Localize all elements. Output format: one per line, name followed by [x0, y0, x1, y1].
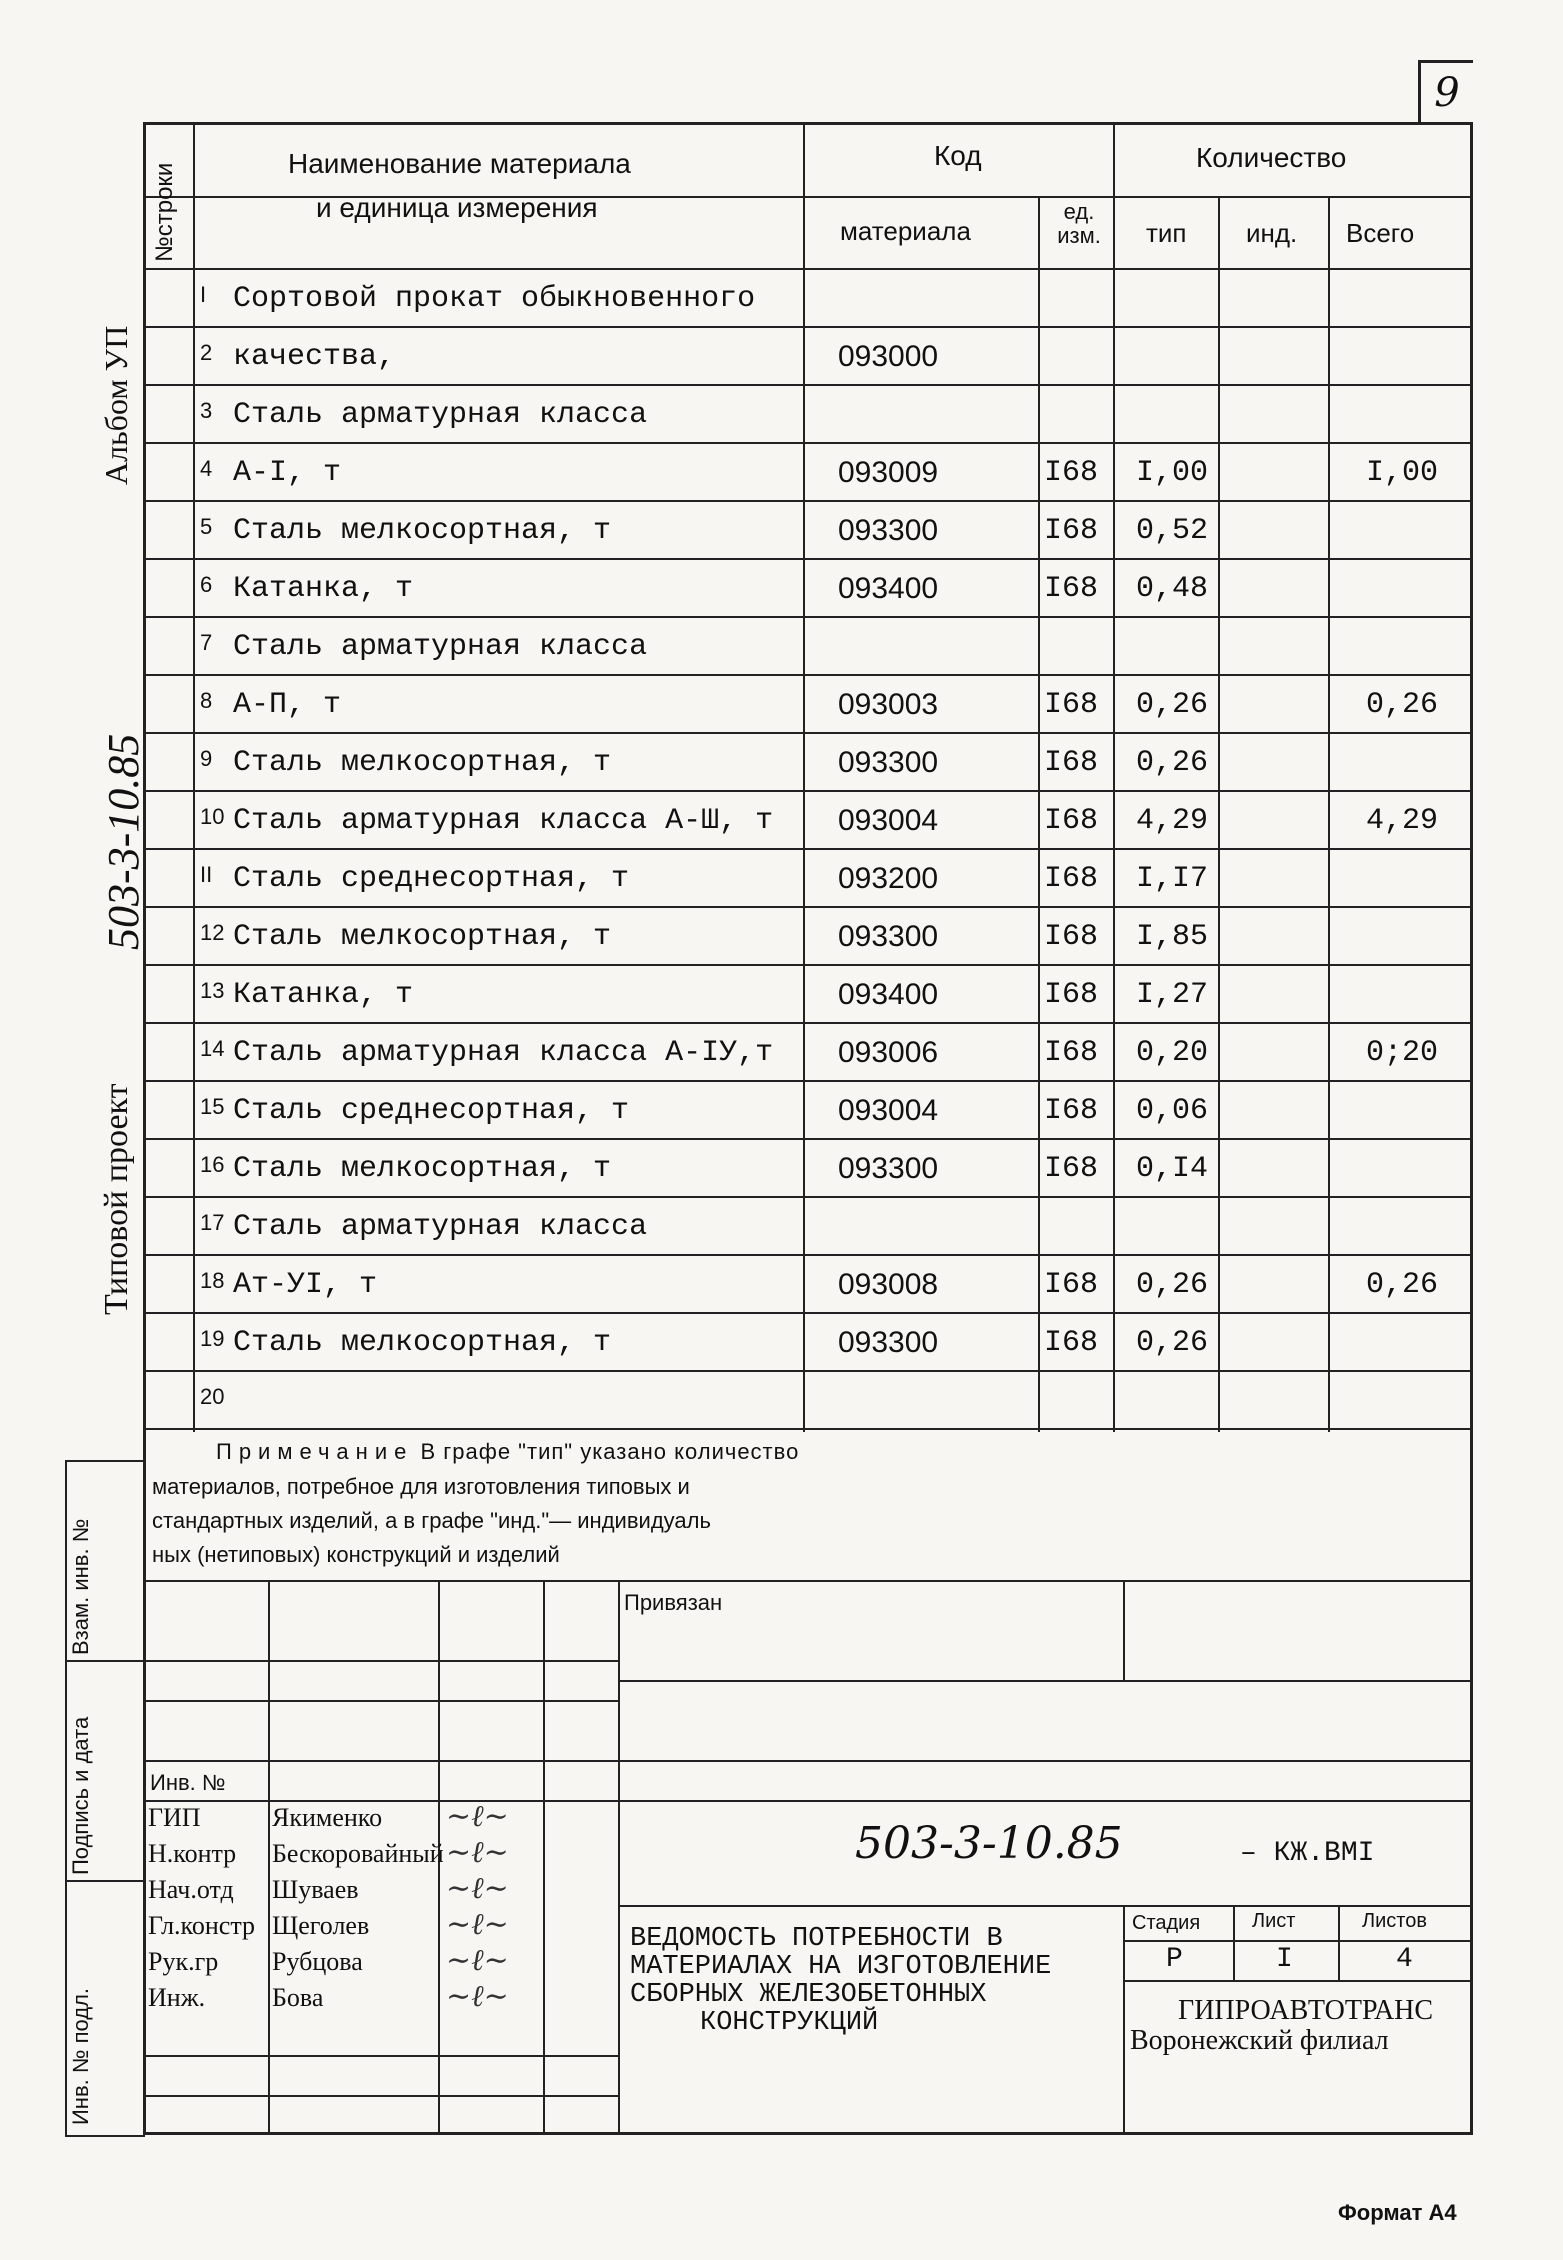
col-line-type: [1218, 196, 1220, 1432]
stamp-person-name: Щеголев: [272, 1911, 370, 1940]
stamp-line-title: [618, 1905, 1473, 1907]
cell-no: 12: [200, 920, 225, 945]
header-row-no: №строки: [151, 162, 178, 262]
col-line-code: [1038, 196, 1040, 1432]
cell-type: 0,06: [1136, 1094, 1209, 1128]
cell-code: 093200: [838, 862, 939, 895]
stamp-top-line: [143, 1580, 1473, 1582]
stamp-org-line1: ГИПРОАВТОТРАНС: [1178, 1995, 1434, 2026]
stamp-col-stage: [1233, 1905, 1235, 1980]
stamp-role: Нач.отд: [148, 1875, 234, 1904]
sheet-number: 9: [1418, 60, 1473, 122]
cell-name: Сталь мелкосортная, т: [233, 1152, 612, 1186]
stamp-person-name: Рубцова: [272, 1947, 363, 1976]
row-separator: [143, 616, 1473, 618]
cell-code: 093000: [838, 340, 939, 373]
col-line-no: [193, 122, 195, 1432]
cell-no: 5: [200, 514, 213, 539]
signature-icon: ∼ℓ∼: [446, 1799, 509, 1834]
cell-unit: I68: [1044, 572, 1099, 606]
row-separator: [143, 1022, 1473, 1024]
stamp-role: Рук.гр: [148, 1947, 219, 1976]
cell-total: 4,29: [1366, 804, 1439, 838]
cell-total: I,00: [1366, 456, 1439, 490]
header-code: Код: [934, 140, 982, 171]
cell-name: А-I, т: [233, 456, 342, 490]
stamp-line-attach: [618, 1680, 1473, 1682]
note-title: Примечание: [216, 1439, 414, 1464]
cell-type: 4,29: [1136, 804, 1209, 838]
cell-name: Сталь среднесортная, т: [233, 862, 630, 896]
typical-project-label: Типовой проект: [98, 1083, 135, 1315]
row-separator: [143, 1370, 1473, 1372]
cell-no: 2: [200, 340, 213, 365]
stamp-line-d: [143, 1800, 1473, 1802]
margin-divider-2: [65, 1880, 145, 1882]
cell-type: I,I7: [1136, 862, 1209, 896]
signature-icon: ∼ℓ∼: [446, 1907, 509, 1942]
note-line2: материалов, потребное для изготовления типовых и: [152, 1474, 690, 1499]
cell-no: II: [200, 862, 213, 887]
cell-name: Сталь мелкосортная, т: [233, 514, 612, 548]
row-separator: [143, 790, 1473, 792]
stamp-title-line2: МАТЕРИАЛАХ НА ИЗГОТОВЛЕНИЕ: [630, 1952, 1052, 1982]
cell-type: 0,26: [1136, 746, 1209, 780]
cell-type: I,85: [1136, 920, 1209, 954]
cell-unit: I68: [1044, 978, 1099, 1012]
cell-total: 0;20: [1366, 1036, 1439, 1070]
stamp-col-role: [268, 1580, 270, 2135]
header-qty-total: Всего: [1346, 218, 1415, 248]
cell-name: Сталь мелкосортная, т: [233, 1326, 612, 1360]
cell-code: 093300: [838, 514, 939, 547]
cell-name: Сталь арматурная класса А-Ш, т: [233, 804, 774, 838]
cell-name: Сталь среднесортная, т: [233, 1094, 630, 1128]
row-separator: [143, 848, 1473, 850]
cell-no: I: [200, 282, 207, 307]
note-line4: ных (нетиповых) конструкций и изделий: [152, 1542, 560, 1567]
stamp-stage-value: Р: [1166, 1944, 1183, 1975]
stamp-org-line2: Воронежский филиал: [1130, 2025, 1389, 2056]
cell-unit: I68: [1044, 804, 1099, 838]
cell-code: 093006: [838, 1036, 939, 1069]
stamp-line-f: [143, 2095, 618, 2097]
cell-no: 15: [200, 1094, 225, 1119]
header-qty-type: тип: [1146, 218, 1187, 248]
cell-no: 6: [200, 572, 213, 597]
cell-code: 093004: [838, 804, 939, 837]
cell-type: 0,26: [1136, 1326, 1209, 1360]
format-label: Формат А4: [1338, 2200, 1457, 2225]
stamp-line-stage-labels: [1123, 1940, 1473, 1942]
cell-type: 0,26: [1136, 1268, 1209, 1302]
cell-name: А-П, т: [233, 688, 342, 722]
stamp-col-sheet: [1338, 1905, 1340, 1980]
cell-unit: I68: [1044, 746, 1099, 780]
stamp-role: Н.контр: [148, 1839, 237, 1868]
cell-code: 093400: [838, 978, 939, 1011]
margin-label-inv: Инв. № подл.: [68, 1987, 93, 2125]
cell-type: 0,20: [1136, 1036, 1209, 1070]
margin-label-swap: Взам. инв. №: [68, 1518, 93, 1655]
cell-no: 16: [200, 1152, 225, 1177]
cell-name: Сталь арматурная класса: [233, 630, 648, 664]
cell-name: качества,: [233, 340, 396, 374]
stamp-role: Инж.: [148, 1983, 206, 2012]
cell-unit: I68: [1044, 862, 1099, 896]
row-separator: [143, 558, 1473, 560]
row-separator: [143, 442, 1473, 444]
cell-name: Сталь арматурная класса А-IУ,т: [233, 1036, 774, 1070]
cell-name: Сталь мелкосортная, т: [233, 746, 612, 780]
stamp-attached-label: Привязан: [624, 1590, 723, 1615]
note-line3: стандартных изделий, а в графе "инд."— индивидуаль: [152, 1508, 711, 1533]
margin-strip-line: [65, 1460, 67, 2135]
note-block: [152, 1435, 799, 1469]
cell-total: 0,26: [1366, 688, 1439, 722]
stamp-col-date: [618, 1580, 620, 2135]
cell-unit: I68: [1044, 1268, 1099, 1302]
stamp-line-c: [143, 1760, 1473, 1762]
stamp-line-b: [143, 1700, 618, 1702]
cell-unit: I68: [1044, 456, 1099, 490]
cell-no: 9: [200, 746, 213, 771]
signature-icon: ∼ℓ∼: [446, 1835, 509, 1870]
cell-code: 093300: [838, 1152, 939, 1185]
header-quantity: Количество: [1196, 142, 1347, 173]
row-separator: [143, 1080, 1473, 1082]
cell-code: 093004: [838, 1094, 939, 1127]
cell-no: 7: [200, 630, 213, 655]
row-separator: [143, 1428, 1473, 1430]
signature-icon: ∼ℓ∼: [446, 1979, 509, 2014]
cell-name: Катанка, т: [233, 572, 414, 606]
cell-type: 0,52: [1136, 514, 1209, 548]
stamp-stage-label: Стадия: [1132, 1912, 1201, 1934]
stamp-role: ГИП: [148, 1803, 201, 1832]
stamp-col-sign: [543, 1580, 545, 2135]
stamp-title-line4: КОНСТРУКЦИЙ: [700, 2008, 879, 2038]
col-line-name: [803, 122, 805, 1432]
stamp-sheets-label: Листов: [1362, 1910, 1427, 1932]
stamp-person-name: Бова: [272, 1983, 324, 2012]
cell-code: 093300: [838, 1326, 939, 1359]
cell-unit: I68: [1044, 1326, 1099, 1360]
row-separator: [143, 732, 1473, 734]
stamp-person-name: Шуваев: [272, 1875, 359, 1904]
header-name-line1: Наименование материала: [288, 148, 631, 179]
margin-strip-bottom: [65, 2135, 145, 2137]
stamp-sheets-value: 4: [1396, 1944, 1413, 1975]
cell-type: I,27: [1136, 978, 1209, 1012]
row-separator: [143, 1138, 1473, 1140]
stamp-role: Гл.констр: [148, 1911, 255, 1940]
header-code-material: материала: [840, 216, 971, 246]
cell-type: 0,I4: [1136, 1152, 1209, 1186]
cell-code: 093300: [838, 920, 939, 953]
header-bottom-line: [143, 268, 1473, 270]
col-line-unit: [1113, 122, 1115, 1432]
cell-unit: I68: [1044, 688, 1099, 722]
note-line1: В графе "тип" указано количество: [413, 1439, 800, 1464]
cell-type: I,00: [1136, 456, 1209, 490]
row-separator: [143, 906, 1473, 908]
cell-name: Сталь арматурная класса: [233, 1210, 648, 1244]
cell-no: 4: [200, 456, 213, 481]
cell-no: 20: [200, 1384, 225, 1409]
stamp-title-line1: ВЕДОМОСТЬ ПОТРЕБНОСТИ В: [630, 1924, 1003, 1954]
margin-label-signature: Подпись и дата: [68, 1716, 93, 1875]
stamp-col-org: [1123, 1905, 1125, 2135]
col-line-ind: [1328, 196, 1330, 1432]
cell-no: 10: [200, 804, 225, 829]
cell-code: 093400: [838, 572, 939, 605]
cell-name: Сталь арматурная класса: [233, 398, 648, 432]
cell-code: 093003: [838, 688, 939, 721]
row-separator: [143, 1254, 1473, 1256]
cell-code: 093009: [838, 456, 939, 489]
signature-icon: ∼ℓ∼: [446, 1943, 509, 1978]
row-separator: [143, 1196, 1473, 1198]
cell-type: 0,26: [1136, 688, 1209, 722]
cell-no: 17: [200, 1210, 225, 1235]
row-separator: [143, 326, 1473, 328]
stamp-title-line3: СБОРНЫХ ЖЕЛЕЗОБЕТОННЫХ: [630, 1980, 987, 2010]
stamp-designation-suffix: – КЖ.ВМI: [1240, 1838, 1375, 1869]
cell-total: 0,26: [1366, 1268, 1439, 1302]
album-label: Альбом УП: [98, 325, 134, 485]
row-separator: [143, 674, 1473, 676]
stamp-sheet-value: I: [1276, 1944, 1293, 1975]
stamp-line-stage-values: [1123, 1980, 1473, 1982]
cell-unit: I68: [1044, 1094, 1099, 1128]
stamp-inv-no: Инв. №: [150, 1770, 226, 1795]
signature-icon: ∼ℓ∼: [446, 1871, 509, 1906]
stamp-sheet-label: Лист: [1252, 1910, 1296, 1932]
stamp-line-a: [143, 1660, 618, 1662]
margin-strip-top: [65, 1460, 145, 1462]
cell-no: 14: [200, 1036, 225, 1061]
cell-name: Ат-УI, т: [233, 1268, 378, 1302]
row-separator: [143, 384, 1473, 386]
header-code-unit: ед. изм.: [1057, 199, 1101, 248]
header-name-line2: и единица измерения: [316, 192, 598, 223]
cell-no: 8: [200, 688, 213, 713]
cell-code: 093008: [838, 1268, 939, 1301]
stamp-designation: 503-3-10.85: [855, 1818, 1123, 1869]
margin-divider-1: [65, 1660, 145, 1662]
stamp-col-attach: [1123, 1580, 1125, 1680]
cell-no: 13: [200, 978, 225, 1003]
project-code-label: 503-3-10.85: [99, 733, 148, 950]
cell-no: 3: [200, 398, 213, 423]
stamp-line-e: [143, 2055, 618, 2057]
cell-name: Катанка, т: [233, 978, 414, 1012]
cell-unit: I68: [1044, 1152, 1099, 1186]
cell-type: 0,48: [1136, 572, 1209, 606]
cell-no: 19: [200, 1326, 225, 1351]
cell-name: Сталь мелкосортная, т: [233, 920, 612, 954]
row-separator: [143, 500, 1473, 502]
row-separator: [143, 1312, 1473, 1314]
cell-name: Сортовой прокат обыкновенного: [233, 282, 756, 316]
stamp-person-name: Якименко: [272, 1803, 383, 1832]
cell-unit: I68: [1044, 1036, 1099, 1070]
stamp-person-name: Бескоровайный: [272, 1839, 444, 1868]
row-separator: [143, 964, 1473, 966]
header-qty-ind: инд.: [1246, 218, 1298, 248]
cell-unit: I68: [1044, 920, 1099, 954]
cell-no: 18: [200, 1268, 225, 1293]
cell-unit: I68: [1044, 514, 1099, 548]
cell-code: 093300: [838, 746, 939, 779]
